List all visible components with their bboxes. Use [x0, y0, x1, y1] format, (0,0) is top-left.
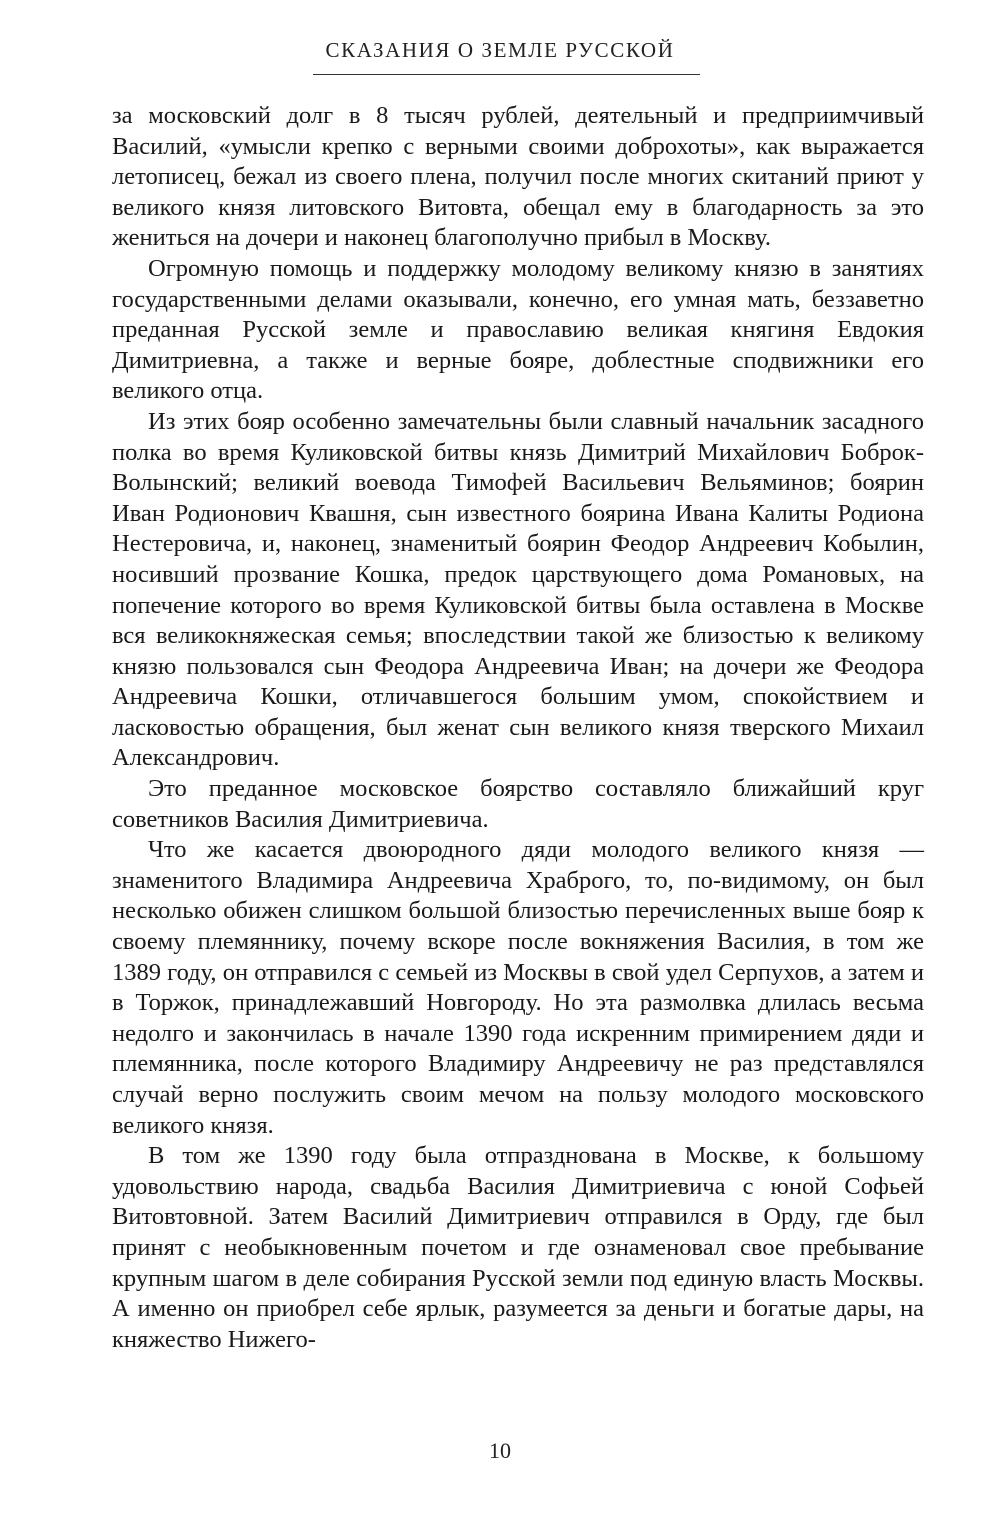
- page-number: 10: [489, 1438, 511, 1463]
- body-text: [112, 101, 924, 1355]
- paragraph: Огромную помощь и поддержку молодому великому князю в занятиях государственными делами оказывали, конечно, его умная мать, беззаветно преданная Русской земле и православию великая княгиня Евдокия Димитриевна, а также и верные бояре, доблестные сподвижники его великого отца.: [112, 254, 924, 405]
- paragraph: Из этих бояр особенно замечательны были славный начальник засадного полка во время Куликовской битвы князь Димитрий Михайлович Боброк-Волынский; великий воевода Тимофей Васильевич Вельяминов; боярин Иван Родионович Квашня, сын известного боярина Ивана Калиты Родиона Нестеровича, и, наконец, знаменитый боярин Феодор Андреевич Кобылин, носивший прозвание Кошка, предок царствующего дома Романовых, на попечение которого во время Куликовской битвы была оставлена в Москве вся великокняжеская семья; впоследствии такой же близостью к великому князю пользовался сын Феодора Андреевича Иван; на дочери же Феодора Андреевича Кошки, отличавшегося большим умом, спокойствием и ласковостью обращения, был женат сын великого князя тверского Михаил Александрович.: [112, 407, 924, 772]
- paragraph: В том же 1390 году была отпразднована в Москве, к большому удовольствию народа, свадьба Василия Димитриевича с юной Софьей Витовтовной. Затем Василий Димитриевич отправился в Орду, где был принят с необыкновенным почетом и где ознаменовал свое пребывание крупным шагом в деле собирания Русской земли под единую власть Москвы. А именно он приобрел себе ярлык, разумеется за деньги и богатые дары, на княжество Нижего-: [112, 1142, 924, 1353]
- paragraph: за московский долг в 8 тысяч рублей, деятельный и предприимчивый Василий, «умысли крепко с верными своими доброхоты», как выражается летописец, бежал из своего плена, получил после многих скитаний приют у великого князя литовского Витовта, обещал ему в благодарность за это жениться на дочери и наконец благополучно прибыл в Москву.: [112, 102, 924, 252]
- paragraph: Это преданное московское боярство составляло ближайший круг советников Василия Димитриевича.: [112, 775, 924, 833]
- header-rule: [313, 74, 700, 75]
- paragraph: Что же касается двоюродного дяди молодого великого князя — знаменитого Владимира Андреевича Храброго, то, по-видимому, он был несколько обижен слишком большой близостью перечисленных выше бояр к своему племяннику, почему вскоре после вокняжения Василия, в том же 1389 году, он отправился с семьей из Москвы в свой удел Серпухов, а затем и в Торжок, принадлежавший Новгороду. Но эта размолвка длилась весьма недолго и закончилась в начале 1390 года искренним примирением дяди и племянника, после которого Владимиру Андреевичу не раз представлялся случай верно послужить своим мечом на пользу молодого московского великого князя.: [112, 836, 924, 1139]
- running-title: СКАЗАНИЯ О ЗЕМЛЕ РУССКОЙ: [325, 38, 675, 62]
